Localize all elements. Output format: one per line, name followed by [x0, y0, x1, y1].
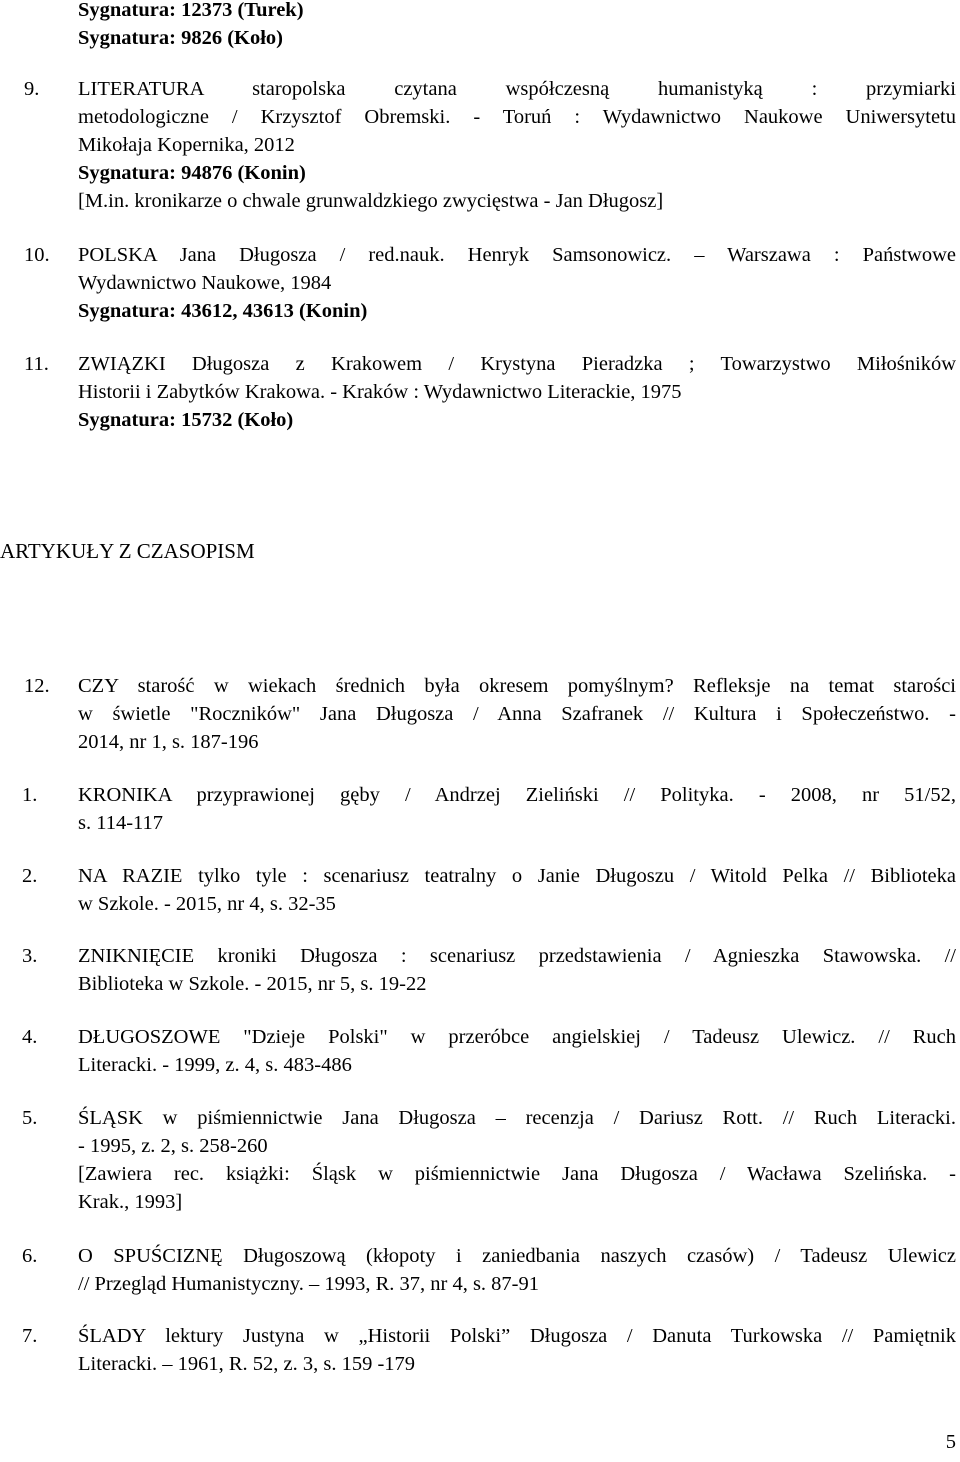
- entry-line: w świetle "Roczników" Jana Długosza / Anna Szafranek // Kultura i Społeczeństwo. -: [78, 703, 956, 725]
- article-entry: [0, 672, 960, 756]
- entry-line: Literacki. - 1999, z. 4, s. 483-486: [78, 1054, 352, 1076]
- entry-line: ZWIĄZKI Długosza z Krakowem / Krystyna Pieradzka ; Towarzystwo Miłośników: [78, 353, 956, 375]
- entry-number: 12.: [24, 675, 50, 697]
- article-entry: [0, 942, 960, 998]
- entry-number: 4.: [22, 1026, 38, 1048]
- entry-line: Wydawnictwo Naukowe, 1984: [78, 272, 332, 294]
- entry-line: CZY starość w wiekach średnich była okresem pomyślnym? Refleksje na temat starości: [78, 675, 956, 697]
- signature-line: Sygnatura: 9826 (Koło): [78, 27, 283, 49]
- entry-signature: Sygnatura: 15732 (Koło): [78, 409, 294, 431]
- entry-line: POLSKA Jana Długosza / red.nauk. Henryk Samsonowicz. – Warszawa : Państwowe: [78, 244, 956, 266]
- entry-note: [M.in. kronikarze o chwale grunwaldzkiego zwycięstwa - Jan Długosz]: [78, 190, 664, 212]
- entry-number: 10.: [24, 244, 50, 266]
- entry-number: 9.: [24, 78, 40, 100]
- entry-line: metodologiczne / Krzysztof Obremski. - Toruń : Wydawnictwo Naukowe Uniwersytetu: [78, 106, 956, 128]
- bibliography-entry: [0, 350, 960, 434]
- bibliography-entry: [0, 75, 960, 215]
- entry-line: ZNIKNIĘCIE kroniki Długosza : scenariusz przedstawienia / Agnieszka Stawowska. //: [78, 945, 956, 967]
- article-entry: [0, 1242, 960, 1298]
- entry-number: 2.: [22, 865, 38, 887]
- entry-number: 11.: [24, 353, 49, 375]
- signature-line: Sygnatura: 12373 (Turek): [78, 0, 304, 21]
- entry-line: NA RAZIE tylko tyle : scenariusz teatralny o Janie Długoszu / Witold Pelka // Biblioteka: [78, 865, 956, 887]
- entry-line: KRONIKA przyprawionej gęby / Andrzej Zieliński // Polityka. - 2008, nr 51/52,: [78, 784, 956, 806]
- article-entry: [0, 781, 960, 837]
- entry-number: 7.: [22, 1325, 38, 1347]
- entry-line: Biblioteka w Szkole. - 2015, nr 5, s. 19-22: [78, 973, 427, 995]
- entry-number: 3.: [22, 945, 38, 967]
- entry-signature: Sygnatura: 94876 (Konin): [78, 162, 306, 184]
- entry-line: s. 114-117: [78, 812, 164, 834]
- article-entry: [0, 862, 960, 918]
- entry-line: w Szkole. - 2015, nr 4, s. 32-35: [78, 893, 336, 915]
- entry-line: - 1995, z. 2, s. 258-260: [78, 1135, 268, 1157]
- bibliography-entry: [0, 241, 960, 325]
- entry-number: 6.: [22, 1245, 38, 1267]
- page-number: 5: [945, 1431, 956, 1453]
- entry-number: 1.: [22, 784, 38, 806]
- entry-line: LITERATURA staropolska czytana współczesną humanistyką : przymiarki: [78, 78, 956, 100]
- entry-note: [Zawiera rec. książki: Śląsk w piśmiennictwie Jana Długosza / Wacława Szelińska. -: [78, 1163, 956, 1185]
- entry-line: 2014, nr 1, s. 187-196: [78, 731, 259, 753]
- article-entry: [0, 1023, 960, 1079]
- entry-line: Literacki. – 1961, R. 52, z. 3, s. 159 -179: [78, 1353, 416, 1375]
- entry-line: ŚLĄSK w piśmiennictwie Jana Długosza – recenzja / Dariusz Rott. // Ruch Literacki.: [78, 1107, 956, 1129]
- entry-signature: Sygnatura: 43612, 43613 (Konin): [78, 300, 368, 322]
- entry-number: 5.: [22, 1107, 38, 1129]
- entry-line: // Przegląd Humanistyczny. – 1993, R. 37, nr 4, s. 87-91: [78, 1273, 539, 1295]
- entry-line: Mikołaja Kopernika, 2012: [78, 134, 295, 156]
- entry-line: ŚLADY lektury Justyna w „Historii Polski” Długosza / Danuta Turkowska // Pamiętnik: [78, 1325, 956, 1347]
- section-heading: ARTYKUŁY Z CZASOPISM: [0, 539, 255, 563]
- entry-note: Krak., 1993]: [78, 1191, 183, 1213]
- entry-line: O SPUŚCIZNĘ Długoszową (kłopoty i zaniedbania naszych czasów) / Tadeusz Ulewicz: [78, 1245, 956, 1267]
- entry-line: Historii i Zabytków Krakowa. - Kraków : Wydawnictwo Literackie, 1975: [78, 381, 682, 403]
- article-entry: [0, 1322, 960, 1378]
- article-entry: [0, 1104, 960, 1216]
- entry-line: DŁUGOSZOWE "Dzieje Polski" w przeróbce angielskiej / Tadeusz Ulewicz. // Ruch: [78, 1026, 956, 1048]
